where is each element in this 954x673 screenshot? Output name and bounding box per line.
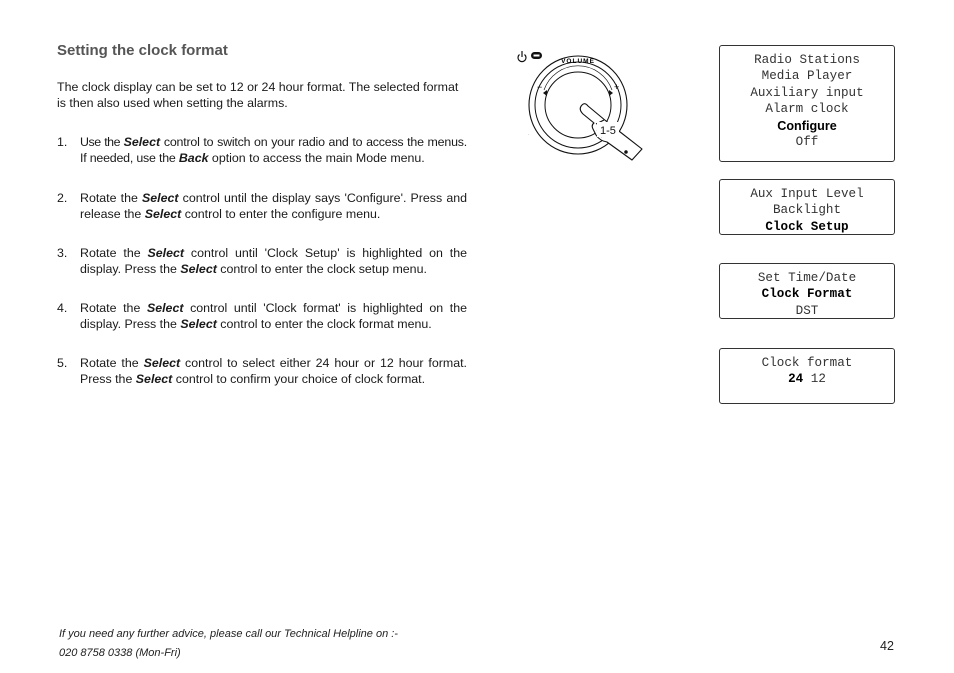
clock-format-title: Clock format	[761, 356, 853, 370]
text-run: control to enter the clock format menu.	[216, 316, 432, 331]
menu-line: DST	[795, 303, 819, 318]
section-heading: Setting the clock format	[57, 42, 228, 59]
helpline-number: 020 8758 0338 (Mon-Fri)	[59, 647, 181, 659]
text-run: control until the display says 'Configure'. Press and release the	[80, 191, 467, 221]
plus-label: +	[614, 82, 620, 92]
page-number: 42	[880, 639, 894, 653]
back-icon	[531, 52, 542, 59]
keyword-select: Select	[180, 316, 217, 331]
text-run: option to access the main Mode menu.	[208, 150, 425, 165]
menu-line: Set Time/Date	[757, 271, 857, 285]
text-run: control to confirm your choice of clock format.	[172, 371, 426, 386]
menu-line-highlighted: Clock Format	[761, 287, 853, 302]
step-3	[57, 246, 467, 277]
step-4	[57, 301, 467, 332]
step-text	[80, 356, 467, 387]
step-2	[57, 191, 467, 222]
step-1	[57, 135, 467, 166]
keyword-select: Select	[144, 206, 182, 221]
lcd-main-menu	[719, 45, 895, 162]
step-number: 2.	[57, 191, 68, 205]
svg-text:·: ·	[528, 132, 530, 138]
keyword-select: Select	[146, 301, 184, 315]
power-icon	[518, 51, 526, 62]
step-5	[57, 356, 467, 387]
menu-line-highlighted: Configure	[777, 118, 837, 133]
text-run: Use the	[80, 135, 124, 149]
option-24-selected: 24	[788, 372, 804, 387]
menu-line: Aux Input Level	[750, 187, 864, 201]
keyword-select: Select	[143, 356, 181, 370]
menu-line-highlighted: Clock Setup	[765, 219, 849, 234]
step-text	[80, 191, 467, 222]
text-run: control to switch on your radio and to access the menus. If needed, use the	[80, 135, 467, 165]
text-run: Rotate the	[80, 191, 142, 205]
text-run: Rotate the	[80, 301, 147, 315]
text-run: control until 'Clock format' is highlighted on the display. Press the	[80, 301, 467, 331]
lcd-configure-menu	[719, 179, 895, 235]
keyword-back: Back	[178, 150, 209, 165]
menu-line: Backlight	[772, 203, 842, 218]
menu-line: Off	[795, 135, 819, 150]
keyword-select: Select	[142, 191, 179, 205]
intro-paragraph: The clock display can be set to 12 or 24 hour format. The selected format is then also used when setting the alarms.	[57, 80, 459, 110]
option-12: 12	[810, 372, 826, 387]
step-number: 3.	[57, 246, 68, 260]
step-text	[80, 246, 467, 277]
clock-format-options	[720, 371, 894, 387]
helpline-text: If you need any further advice, please call our Technical Helpline on :-	[59, 628, 398, 640]
step-number: 5.	[57, 356, 68, 370]
step-text	[80, 301, 467, 332]
menu-line: Media Player	[761, 69, 853, 84]
keyword-select: Select	[147, 246, 185, 260]
knob-svg	[514, 48, 646, 164]
keyword-select: Select	[135, 371, 173, 386]
keyword-select: Select	[180, 261, 217, 276]
menu-line: Auxiliary input	[750, 85, 864, 100]
text-run: control until 'Clock Setup' is highlighted on the display. Press the	[80, 246, 467, 276]
text-run: Rotate the	[80, 246, 148, 260]
lcd-clock-format	[719, 348, 895, 404]
keyword-select: Select	[123, 135, 161, 149]
step-range-label: 1-5	[600, 125, 616, 137]
minus-label: −	[537, 82, 543, 92]
lcd-clock-setup-menu	[719, 263, 895, 319]
step-number: 4.	[57, 301, 68, 315]
volume-label: VOLUME	[561, 58, 595, 65]
menu-line: Radio Stations	[754, 53, 860, 67]
text-run: control to enter the clock setup menu.	[216, 261, 427, 276]
step-number: 1.	[57, 135, 68, 149]
text-run: Rotate the	[80, 356, 144, 370]
volume-select-knob-illustration	[514, 48, 646, 164]
step-text	[80, 135, 467, 166]
text-run: control to select either 24 hour or 12 hour format. Press the	[80, 356, 467, 386]
text-run: control to enter the configure menu.	[181, 206, 381, 221]
menu-line: Alarm clock	[765, 102, 849, 117]
